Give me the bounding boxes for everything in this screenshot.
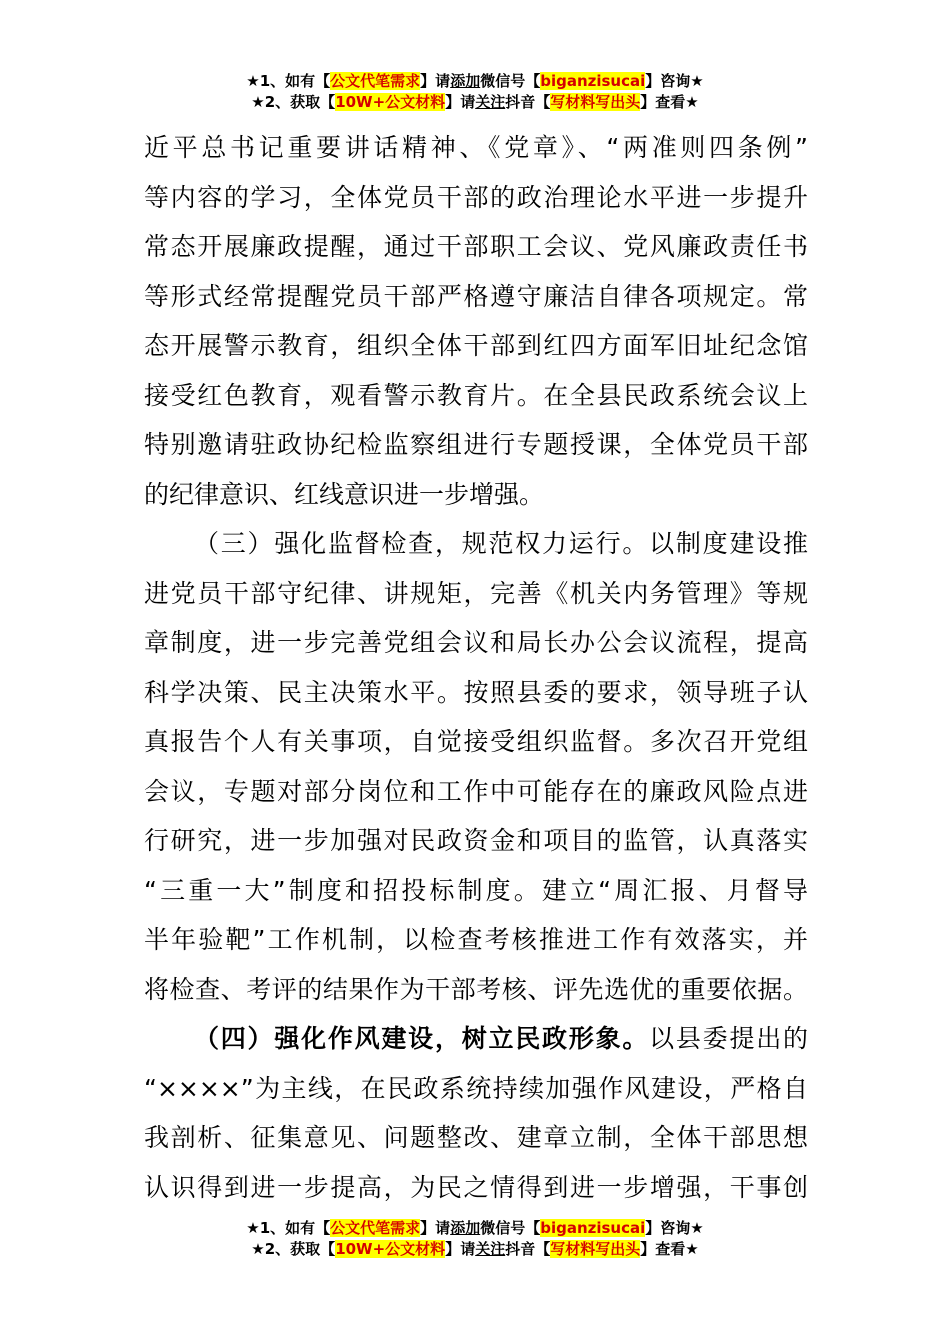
body-line: 进党员干部守纪律、讲规矩，完善《机关内务管理》等规 <box>144 578 808 608</box>
body-line: 接受红色教育，观看警示教育片。在全县民政系统会议上 <box>144 380 808 410</box>
body-line: 章制度，进一步完善党组会议和局长办公会议流程，提高 <box>144 628 808 657</box>
body-line: “××××”为主线，在民政系统持续加强作风建设，严格自 <box>144 1073 808 1103</box>
body-line: 等形式经常提醒党员干部严格遵守廉洁自律各项规定。常 <box>144 281 808 311</box>
highlight-douyin-account: 写材料写出头 <box>550 1240 641 1258</box>
document-body <box>144 123 808 1212</box>
banner-line-2: ★2、获取【10W+公文材料】请关注抖音【写材料写出头】查看★ <box>251 93 699 111</box>
body-line: 的纪律意识、红线意识进一步增强。 <box>144 479 545 509</box>
highlight-wechat-id: biganzisucai <box>540 72 646 90</box>
highlight-service: 公文代笔需求 <box>330 72 421 90</box>
body-line: 特别邀请驻政协纪检监察组进行专题授课，全体党员干部 <box>144 430 808 459</box>
banner-line-2: ★2、获取【10W+公文材料】请关注抖音【写材料写出头】查看★ <box>251 1240 699 1258</box>
body-line: 常态开展廉政提醒，通过干部职工会议、党风廉政责任书 <box>144 232 808 261</box>
highlight-materials: 10W+公文材料 <box>335 93 446 111</box>
body-line: 将检查、考评的结果作为干部考核、评先选优的重要依据。 <box>144 974 808 1004</box>
body-line: 会议，专题对部分岗位和工作中可能存在的廉政风险点进 <box>144 776 808 806</box>
body-line: 半年验靶”工作机制，以检查考核推进工作有效落实，并 <box>144 925 808 954</box>
section-4-heading-line: （四）强化作风建设，树立民政形象。以县委提出的 <box>194 1024 808 1053</box>
body-line: “三重一大”制度和招投标制度。建立“周汇报、月督导 <box>144 875 808 905</box>
body-line: 真报告个人有关事项，自觉接受组织监督。多次召开党组 <box>144 727 808 756</box>
footer-banner <box>0 1218 950 1260</box>
body-line: 近平总书记重要讲话精神、《党章》、“两准则四条例” <box>144 133 808 162</box>
highlight-douyin-account: 写材料写出头 <box>550 93 641 111</box>
body-line: 科学决策、民主决策水平。按照县委的要求，领导班子认 <box>144 677 808 707</box>
body-line: 行研究，进一步加强对民政资金和项目的监管，认真落实 <box>144 826 808 855</box>
body-line: 态开展警示教育，组织全体干部到红四方面军旧址纪念馆 <box>144 331 808 360</box>
body-line: 认识得到进一步提高，为民之情得到进一步增强，干事创 <box>144 1172 808 1202</box>
highlight-service: 公文代笔需求 <box>330 1219 421 1237</box>
section-3-heading-line: （三）强化监督检查，规范权力运行。以制度建设推 <box>194 529 808 558</box>
highlight-wechat-id: biganzisucai <box>540 1219 646 1237</box>
section-4-heading: （四）强化作风建设，树立民政形象。 <box>194 1024 650 1053</box>
body-line: 我剖析、征集意见、问题整改、建章立制，全体干部思想 <box>144 1123 808 1152</box>
banner-line-1: ★1、如有【公文代笔需求】请添加微信号【biganzisucai】咨询★ <box>246 1219 704 1237</box>
body-line: 等内容的学习，全体党员干部的政治理论水平进一步提升 <box>144 182 808 212</box>
highlight-materials: 10W+公文材料 <box>335 1240 446 1258</box>
banner-line-1: ★1、如有【公文代笔需求】请添加微信号【biganzisucai】咨询★ <box>246 72 704 90</box>
header-banner <box>0 71 950 113</box>
